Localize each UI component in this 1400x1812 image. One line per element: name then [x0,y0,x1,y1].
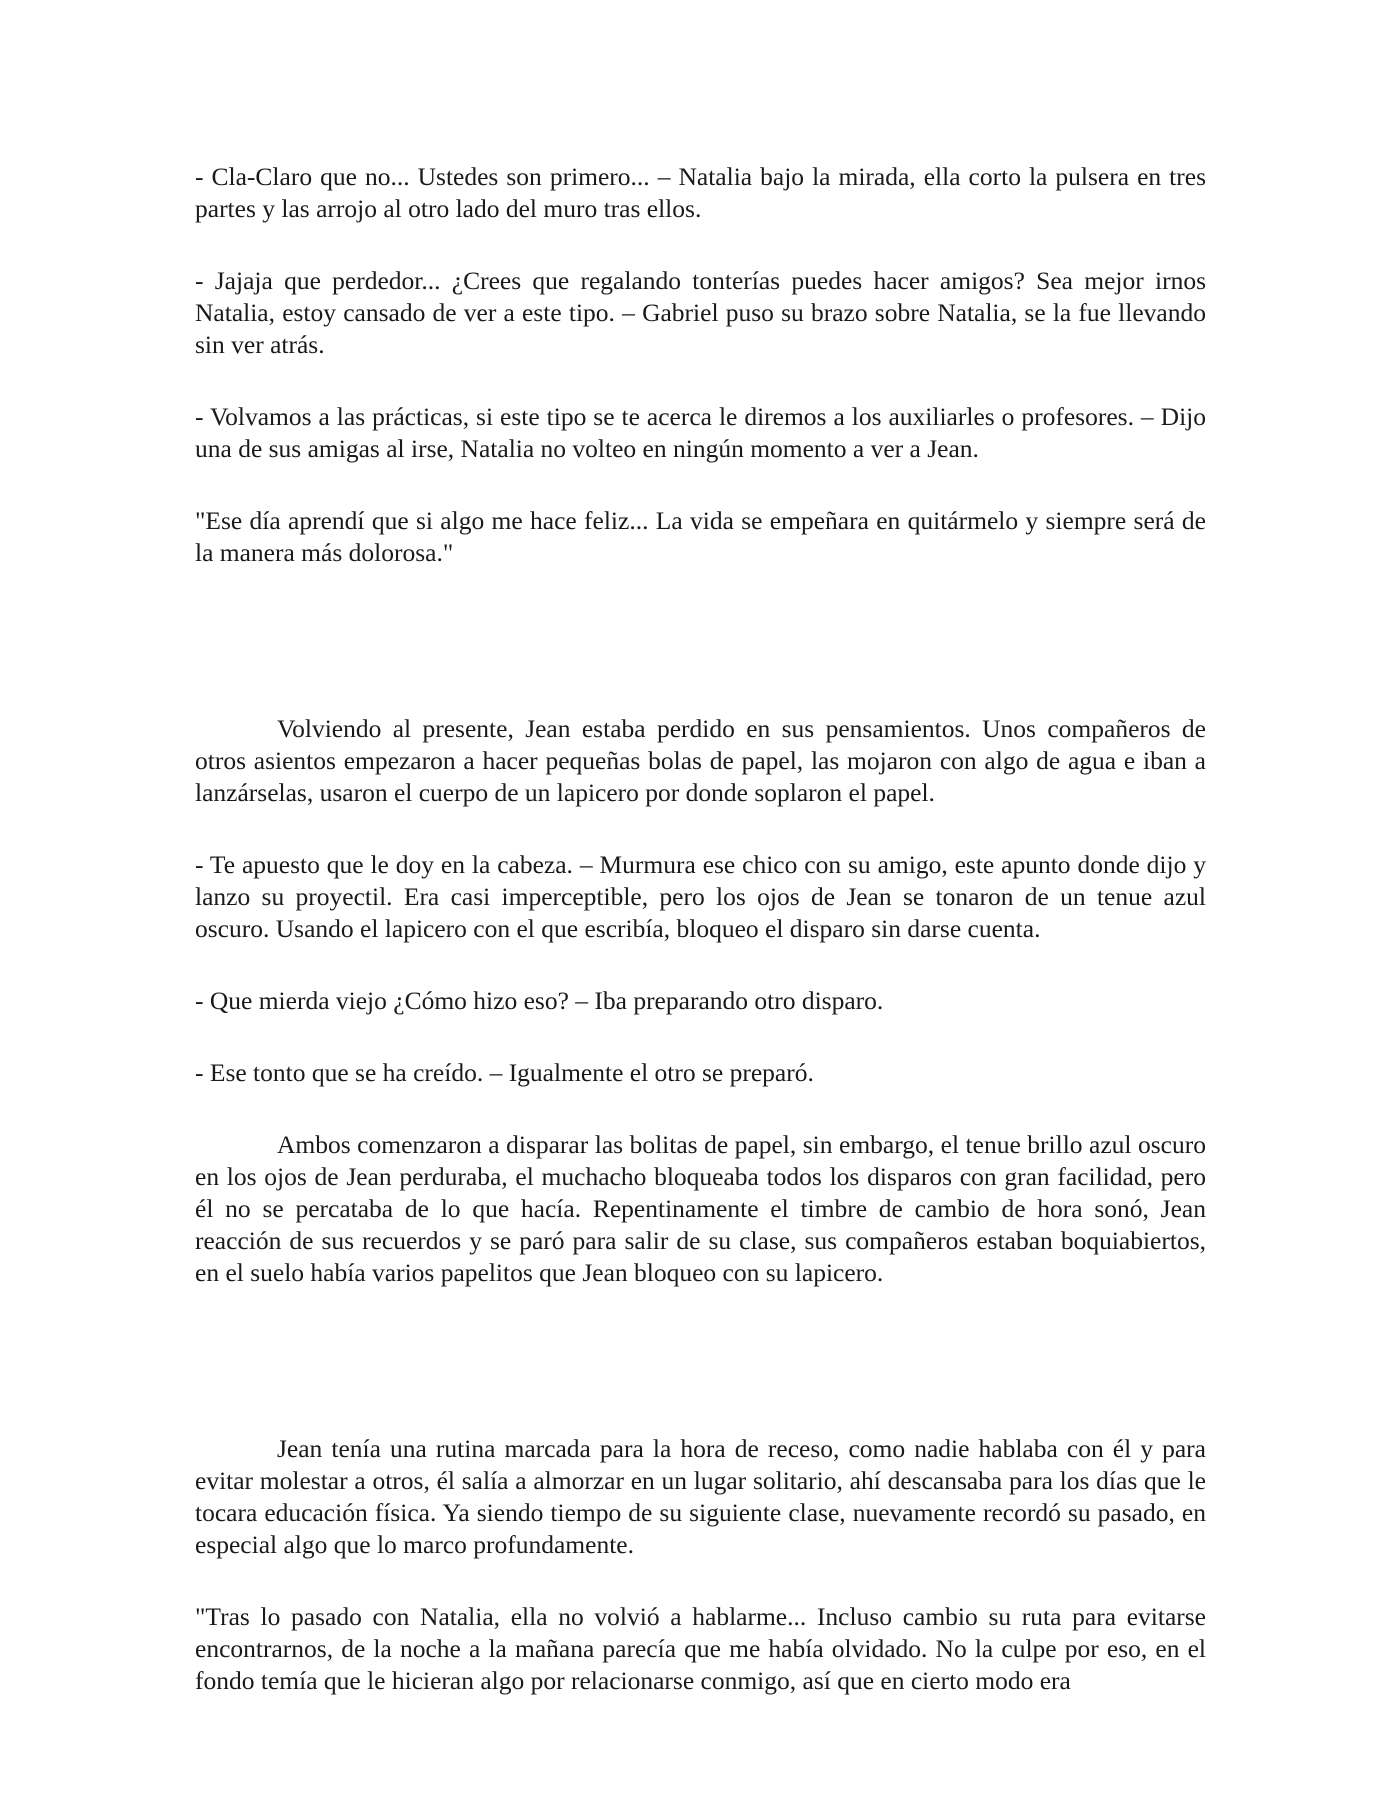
paragraph-10: Jean tenía una rutina marcada para la hora de receso, como nadie hablaba con él y para evitar molestar a otros, él salía a almorzar en un lugar solitario, ahí descansaba para los días que le tocara educación física. Ya siendo tiempo de su siguiente clase, nuevamente recordó su pasado, en especial algo que lo marco profundamente. [195,1434,1206,1559]
paragraph-5: Volviendo al presente, Jean estaba perdido en sus pensamientos. Unos compañeros de otros asientos empezaron a hacer pequeñas bolas de papel, las mojaron con algo de agua e iban a lanzárselas, usaron el cuerpo de un lapicero por donde soplaron el papel. [195,714,1206,807]
paragraph-2: - Jajaja que perdedor... ¿Crees que regalando tonterías puedes hacer amigos? Sea mejor irnos Natalia, estoy cansado de ver a este tipo. – Gabriel puso su brazo sobre Natalia, se la fue llevando sin ver atrás. [195,266,1206,359]
paragraph-4: "Ese día aprendí que si algo me hace feliz... La vida se empeñara en quitármelo y siempre será de la manera más dolorosa." [195,506,1206,567]
section-break [195,1329,1206,1433]
paragraph-7: - Que mierda viejo ¿Cómo hizo eso? – Iba preparando otro disparo. [195,986,884,1015]
text-body [195,161,1206,1697]
paragraph-11: "Tras lo pasado con Natalia, ella no volvió a hablarme... Incluso cambio su ruta para evitarse encontrarnos, de la noche a la mañana parecía que me había olvidado. No la culpe por eso, en el fondo temía que le hicieran algo por relacionarse conmigo, así que en cierto modo era [195,1602,1206,1695]
paragraph-3: - Volvamos a las prácticas, si este tipo se te acerca le diremos a los auxiliarles o profesores. – Dijo una de sus amigas al irse, Natalia no volteo en ningún momento a ver a Jean. [195,402,1206,463]
section-break [195,609,1206,713]
paragraph-8: - Ese tonto que se ha creído. – Igualmente el otro se preparó. [195,1058,814,1087]
paragraph-9: Ambos comenzaron a disparar las bolitas de papel, sin embargo, el tenue brillo azul oscuro en los ojos de Jean perduraba, el muchacho bloqueaba todos los disparos con gran facilidad, pero él no se percataba de lo que hacía. Repentinamente el timbre de cambio de hora sonó, Jean reacción de sus recuerdos y se paró para salir de su clase, sus compañeros estaban boquiabiertos, en el suelo había varios papelitos que Jean bloqueo con su lapicero. [195,1130,1206,1287]
paragraph-6: - Te apuesto que le doy en la cabeza. – Murmura ese chico con su amigo, este apunto donde dijo y lanzo su proyectil. Era casi imperceptible, pero los ojos de Jean se tonaron de un tenue azul oscuro. Usando el lapicero con el que escribía, bloqueo el disparo sin darse cuenta. [195,850,1206,943]
paragraph-1: - Cla-Claro que no... Ustedes son primero... – Natalia bajo la mirada, ella corto la pulsera en tres partes y las arrojo al otro lado del muro tras ellos. [195,162,1206,223]
